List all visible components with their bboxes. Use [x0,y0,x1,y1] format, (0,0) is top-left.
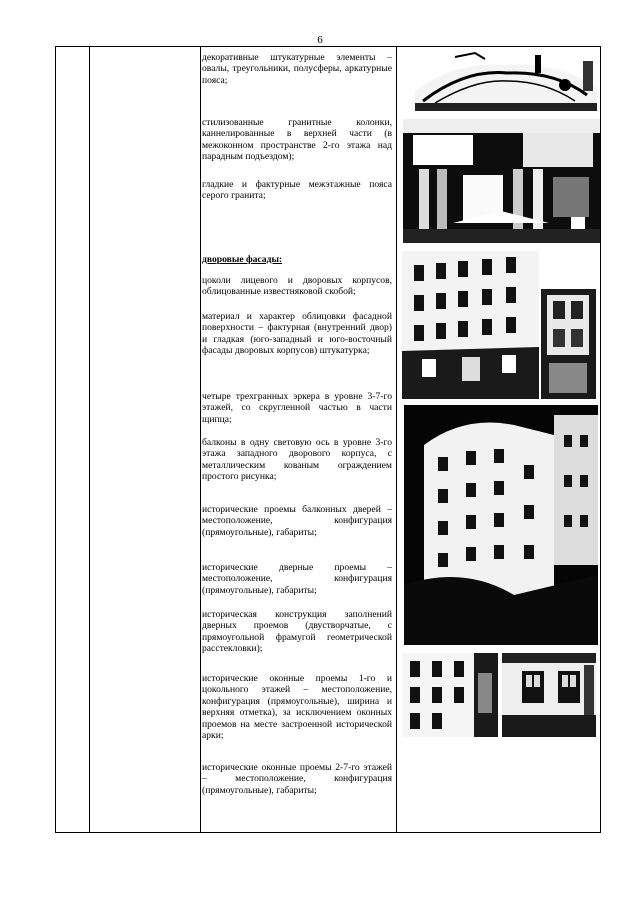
paragraph: балконы в одну световую ось в уровне 3-го этажа западного дворового корпуса, с металлическим кованым ограждением простого рисунка; [202,437,392,483]
page-number: 6 [317,34,323,46]
paragraph: четыре трехгранных эркера в уровне 3-7-го этажей, со скругленной частью в части щипца; [202,391,392,425]
paragraph: стилизованные гранитные колонки, каннелированные в верхней части (в межоконном пространстве 2-го этажа над парадным подъездом); [202,117,392,163]
window-openings-photo [502,653,596,737]
bay-windows-photo [404,405,598,645]
facade-decor-photo [415,51,597,111]
paragraph: исторические оконные проемы 2-7-го этажей – местоположение, конфигурация (прямоугольные), габариты; [202,762,392,796]
paragraph: исторические проемы балконных дверей – местоположение, конфигурация (прямоугольные), габариты; [202,504,392,538]
document-table [55,46,601,833]
courtyard-facade-photo [402,251,539,399]
section-heading: дворовые фасады: [202,254,283,265]
column-divider [200,47,201,832]
paragraph: материал и характер облицовки фасадной поверхности – фактурная (внутренний двор) и гладкая (юго-западный и юго-восточный фасады дворовых корпусов) штукатурка; [202,311,392,357]
paragraph: исторические оконные проемы 1-го и цокольного этажей – местоположение, конфигурация (прямоугольные), ширина и верхняя отметка), за исключением оконных проемов на месте застроенной исторической арки; [202,673,392,742]
paragraph: историческая конструкция заполнений дверных проемов (двустворчатые, с прямоугольной фрамугой геометрической расстекловки); [202,609,392,655]
paragraph: гладкие и фактурные межэтажные пояса серого гранита; [202,179,392,202]
paragraph: декоративные штукатурные элементы – овалы, треугольники, полусферы, аркатурные пояса; [202,52,392,86]
paragraph: исторические дверные проемы – местоположение, конфигурация (прямоугольные), габариты; [202,562,392,596]
ground-floor-photo [402,653,498,737]
column-divider [89,47,90,832]
paragraph: цоколи лицевого и дворовых корпусов, облицованные известняковой скобой; [202,275,392,298]
column-divider [396,47,397,832]
granite-columns-photo [403,119,600,243]
courtyard-side-photo [541,289,596,399]
